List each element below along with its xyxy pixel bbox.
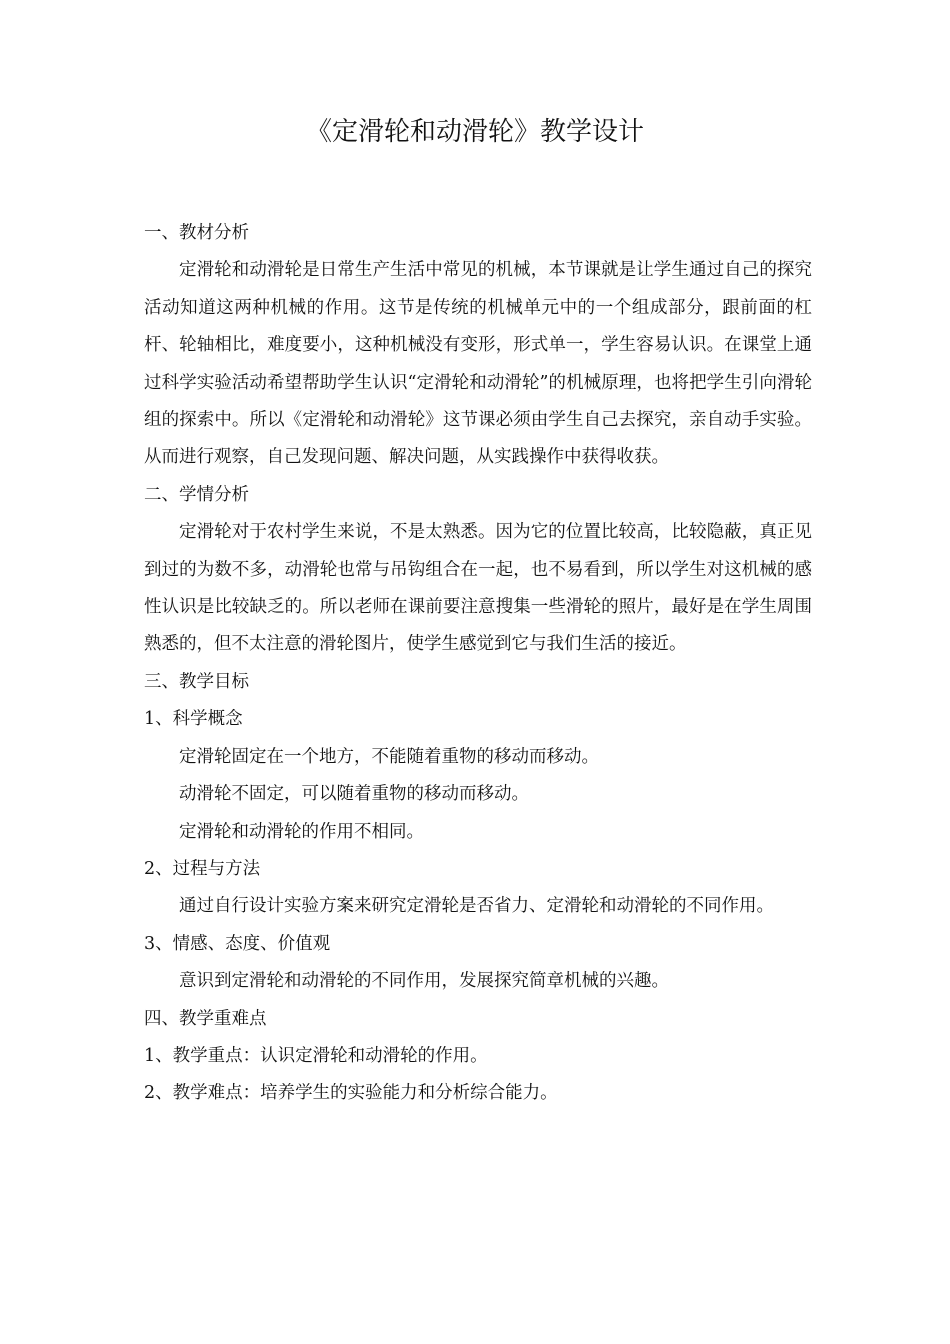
list-item: 1、教学重点：认识定滑轮和动滑轮的作用。 (144, 1045, 488, 1066)
section-heading: 三、教学目标 (144, 671, 249, 692)
paragraph: 通过自行设计实验方案来研究定滑轮是否省力、定滑轮和动滑轮的不同作用。 (179, 896, 774, 917)
subsection-heading: 3、情感、态度、价值观 (144, 933, 331, 954)
page-title: 《定滑轮和动滑轮》教学设计 (305, 117, 644, 147)
subsection-heading: 2、过程与方法 (144, 858, 261, 879)
paragraph: 定滑轮和动滑轮的作用不相同。 (179, 821, 424, 842)
paragraph: 定滑轮和动滑轮是日常生产生活中常见的机械，本节课就是让学生通过自己的探究活动知道这两种机械的作用。这节是传统的机械单元中的一个组成部分，跟前面的杠杆、轮轴相比，难度要小，这种机械没有变形，形式单一，学生容易认识。在课堂上通过科学实验活动希望帮助学生认识“定滑轮和动滑轮”的机械原理，也将把学生引向滑轮组的探索中。所以《定滑轮和动滑轮》这节课必须由学生自己去探究，亲自动手实验。从而进行观察，自己发现问题、解决问题，从实践操作中获得收获。 (144, 260, 812, 468)
paragraph: 意识到定滑轮和动滑轮的不同作用，发展探究简章机械的兴趣。 (179, 971, 669, 992)
section-heading: 一、教材分析 (144, 223, 249, 243)
section-heading: 四、教学重难点 (144, 1008, 267, 1029)
document-body (144, 215, 812, 1113)
paragraph: 定滑轮对于农村学生来说，不是太熟悉。因为它的位置比较高，比较隐蔽，真正见到过的为数不多，动滑轮也常与吊钩组合在一起，也不易看到，所以学生对这机械的感性认识是比较缺乏的。所以老师在课前要注意搜集一些滑轮的照片，最好是在学生周围熟悉的，但不太注意的滑轮图片，使学生感觉到它与我们生活的接近。 (144, 522, 812, 655)
paragraph: 动滑轮不固定，可以随着重物的移动而移动。 (179, 784, 529, 805)
paragraph: 定滑轮固定在一个地方，不能随着重物的移动而移动。 (179, 746, 599, 767)
section-heading: 二、学情分析 (144, 484, 249, 505)
subsection-heading: 1、科学概念 (144, 709, 243, 730)
list-item: 2、教学难点：培养学生的实验能力和分析综合能力。 (144, 1083, 558, 1104)
